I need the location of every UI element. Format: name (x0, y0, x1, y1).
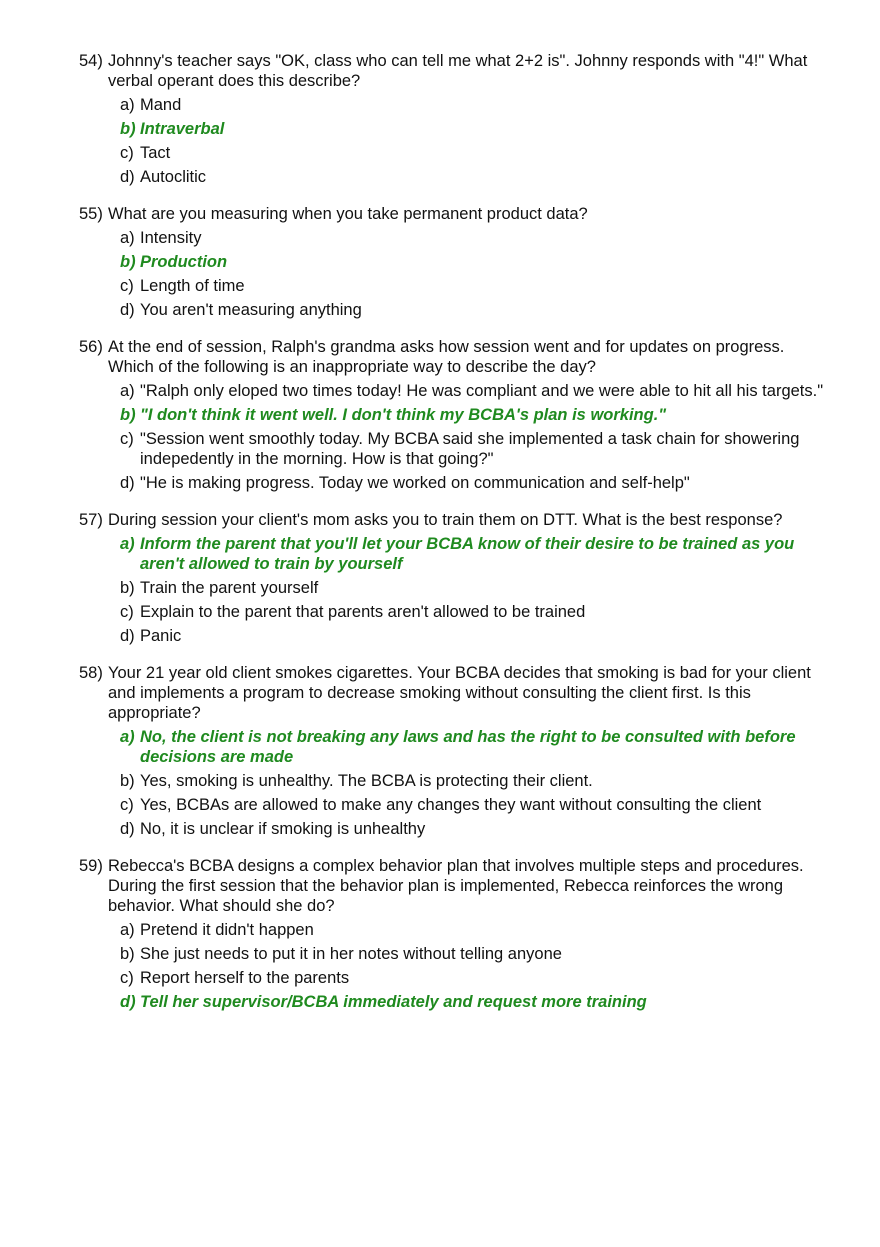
option-text: "I don't think it went well. I don't think my BCBA's plan is working." (140, 406, 667, 424)
answer-options (0, 381, 880, 493)
option-letter: d) (120, 820, 135, 838)
option-a-correct (0, 534, 880, 574)
option-b-correct (0, 119, 880, 139)
option-letter: c) (120, 430, 134, 448)
option-text: Intensity (140, 229, 202, 247)
question-number: 59) (79, 857, 103, 875)
option-letter: a) (120, 921, 135, 939)
option-text: Length of time (140, 277, 245, 295)
option-text: No, it is unclear if smoking is unhealthy (140, 820, 426, 838)
question-54 (0, 51, 880, 187)
option-c (0, 795, 880, 815)
option-b-correct (0, 405, 880, 425)
question-56 (0, 337, 880, 493)
option-letter: b) (120, 253, 136, 271)
option-c (0, 968, 880, 988)
option-text: Autoclitic (140, 168, 207, 186)
option-a-correct (0, 727, 880, 767)
question-text: Rebecca's BCBA designs a complex behavior plan that involves multiple steps and procedures. During the first session that the behavior plan is implemented, Rebecca reinforces the wrong behavior. What should she do? (108, 857, 804, 915)
option-b (0, 771, 880, 791)
option-letter: a) (120, 229, 135, 247)
option-text: Production (140, 253, 228, 271)
question-57 (0, 510, 880, 646)
question-text: Johnny's teacher says "OK, class who can tell me what 2+2 is". Johnny responds with "4!" What verbal operant does this describe? (108, 52, 808, 90)
question-59 (0, 856, 880, 1012)
question-number: 57) (79, 511, 103, 529)
question-number: 54) (79, 52, 103, 70)
option-b-correct (0, 252, 880, 272)
option-text: Yes, smoking is unhealthy. The BCBA is protecting their client. (140, 772, 593, 790)
option-letter: a) (120, 728, 135, 746)
option-letter: b) (120, 772, 135, 790)
question-58 (0, 663, 880, 839)
option-text: She just needs to put it in her notes without telling anyone (140, 945, 562, 963)
answer-options (0, 534, 880, 646)
option-d (0, 819, 880, 839)
option-text: "Ralph only eloped two times today! He was compliant and we were able to hit all his targets." (140, 382, 824, 400)
question-text: Your 21 year old client smokes cigarettes. Your BCBA decides that smoking is bad for your client and implements a program to decrease smoking without consulting the client first. Is this appropriate? (108, 664, 811, 722)
option-text: Tact (140, 144, 171, 162)
option-c (0, 429, 880, 469)
quiz-page (0, 51, 880, 1029)
option-text: "Session went smoothly today. My BCBA said she implemented a task chain for showering indepedently in the morning. How is that going?" (140, 430, 800, 468)
option-letter: d) (120, 474, 135, 492)
option-text: Tell her supervisor/BCBA immediately and request more training (140, 993, 647, 1011)
option-a (0, 920, 880, 940)
option-letter: a) (120, 382, 135, 400)
option-letter: b) (120, 945, 135, 963)
option-d (0, 473, 880, 493)
answer-options (0, 920, 880, 1012)
option-b (0, 578, 880, 598)
option-c (0, 602, 880, 622)
option-text: Mand (140, 96, 182, 114)
option-d (0, 626, 880, 646)
option-d (0, 167, 880, 187)
question-55 (0, 204, 880, 320)
option-letter: d) (120, 301, 135, 319)
question-number: 58) (79, 664, 103, 682)
option-d (0, 300, 880, 320)
option-c (0, 143, 880, 163)
option-a (0, 95, 880, 115)
option-letter: a) (120, 535, 135, 553)
question-number: 55) (79, 205, 103, 223)
option-c (0, 276, 880, 296)
option-letter: c) (120, 277, 134, 295)
question-text: What are you measuring when you take permanent product data? (108, 205, 588, 223)
option-text: Report herself to the parents (140, 969, 350, 987)
answer-options (0, 228, 880, 320)
option-letter: c) (120, 603, 134, 621)
question-text: During session your client's mom asks you to train them on DTT. What is the best response? (108, 511, 783, 529)
option-letter: b) (120, 579, 135, 597)
option-a (0, 381, 880, 401)
option-text: Intraverbal (140, 120, 225, 138)
option-b (0, 944, 880, 964)
option-text: Train the parent yourself (140, 579, 319, 597)
option-text: "He is making progress. Today we worked on communication and self-help" (140, 474, 690, 492)
option-a (0, 228, 880, 248)
option-letter: b) (120, 406, 136, 424)
option-text: You aren't measuring anything (140, 301, 362, 319)
option-text: Yes, BCBAs are allowed to make any changes they want without consulting the client (140, 796, 762, 814)
option-text: Explain to the parent that parents aren't allowed to be trained (140, 603, 586, 621)
option-letter: d) (120, 627, 135, 645)
option-text: Inform the parent that you'll let your BCBA know of their desire to be trained as you aren't allowed to train by yourself (140, 535, 795, 573)
option-text: No, the client is not breaking any laws and has the right to be consulted with before decisions are made (140, 728, 796, 766)
option-text: Panic (140, 627, 182, 645)
question-number: 56) (79, 338, 103, 356)
question-text: At the end of session, Ralph's grandma asks how session went and for updates on progress. Which of the following is an inappropriate way to describe the day? (108, 338, 785, 376)
option-letter: b) (120, 120, 136, 138)
answer-options (0, 727, 880, 839)
option-d-correct (0, 992, 880, 1012)
option-letter: a) (120, 96, 135, 114)
option-text: Pretend it didn't happen (140, 921, 314, 939)
option-letter: c) (120, 144, 134, 162)
option-letter: d) (120, 168, 135, 186)
answer-options (0, 95, 880, 187)
option-letter: c) (120, 969, 134, 987)
option-letter: c) (120, 796, 134, 814)
option-letter: d) (120, 993, 136, 1011)
